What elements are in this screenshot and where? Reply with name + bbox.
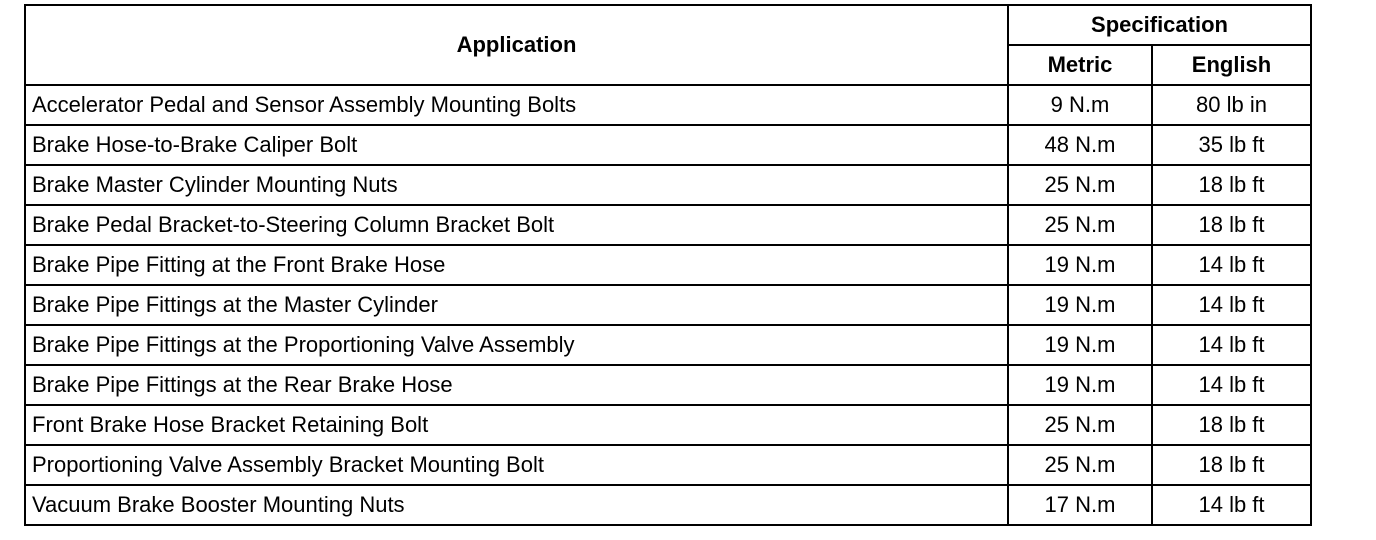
metric-cell: 19 N.m [1008,325,1152,365]
table-row [25,205,1311,245]
english-cell: 35 lb ft [1152,125,1311,165]
application-cell: Brake Pipe Fittings at the Master Cylinder [25,285,1008,325]
table-row [25,365,1311,405]
table-row [25,445,1311,485]
application-cell: Vacuum Brake Booster Mounting Nuts [25,485,1008,525]
application-cell: Brake Pipe Fittings at the Proportioning Valve Assembly [25,325,1008,365]
application-cell: Brake Hose-to-Brake Caliper Bolt [25,125,1008,165]
metric-header: Metric [1008,45,1152,85]
table-header [25,5,1311,85]
application-cell: Accelerator Pedal and Sensor Assembly Mounting Bolts [25,85,1008,125]
metric-cell: 19 N.m [1008,245,1152,285]
english-cell: 14 lb ft [1152,285,1311,325]
english-cell: 14 lb ft [1152,485,1311,525]
application-cell: Brake Pipe Fitting at the Front Brake Hose [25,245,1008,285]
english-cell: 18 lb ft [1152,205,1311,245]
english-cell: 14 lb ft [1152,245,1311,285]
application-cell: Front Brake Hose Bracket Retaining Bolt [25,405,1008,445]
english-header: English [1152,45,1311,85]
specification-header: Specification [1008,5,1311,45]
metric-cell: 9 N.m [1008,85,1152,125]
fastener-specification-table [24,4,1312,526]
english-cell: 18 lb ft [1152,445,1311,485]
metric-cell: 25 N.m [1008,205,1152,245]
metric-cell: 25 N.m [1008,445,1152,485]
table-row [25,325,1311,365]
metric-cell: 25 N.m [1008,165,1152,205]
metric-cell: 19 N.m [1008,365,1152,405]
metric-cell: 48 N.m [1008,125,1152,165]
table-row [25,245,1311,285]
english-cell: 80 lb in [1152,85,1311,125]
metric-cell: 25 N.m [1008,405,1152,445]
application-cell: Proportioning Valve Assembly Bracket Mounting Bolt [25,445,1008,485]
table-body [25,85,1311,525]
table-row [25,405,1311,445]
table-row [25,125,1311,165]
english-cell: 18 lb ft [1152,165,1311,205]
english-cell: 14 lb ft [1152,325,1311,365]
metric-cell: 19 N.m [1008,285,1152,325]
table-row [25,285,1311,325]
table-row [25,485,1311,525]
table-row [25,165,1311,205]
english-cell: 14 lb ft [1152,365,1311,405]
header-row [25,5,1311,45]
application-cell: Brake Pipe Fittings at the Rear Brake Hose [25,365,1008,405]
application-header: Application [25,5,1008,85]
metric-cell: 17 N.m [1008,485,1152,525]
english-cell: 18 lb ft [1152,405,1311,445]
application-cell: Brake Pedal Bracket-to-Steering Column Bracket Bolt [25,205,1008,245]
application-cell: Brake Master Cylinder Mounting Nuts [25,165,1008,205]
table-row [25,85,1311,125]
